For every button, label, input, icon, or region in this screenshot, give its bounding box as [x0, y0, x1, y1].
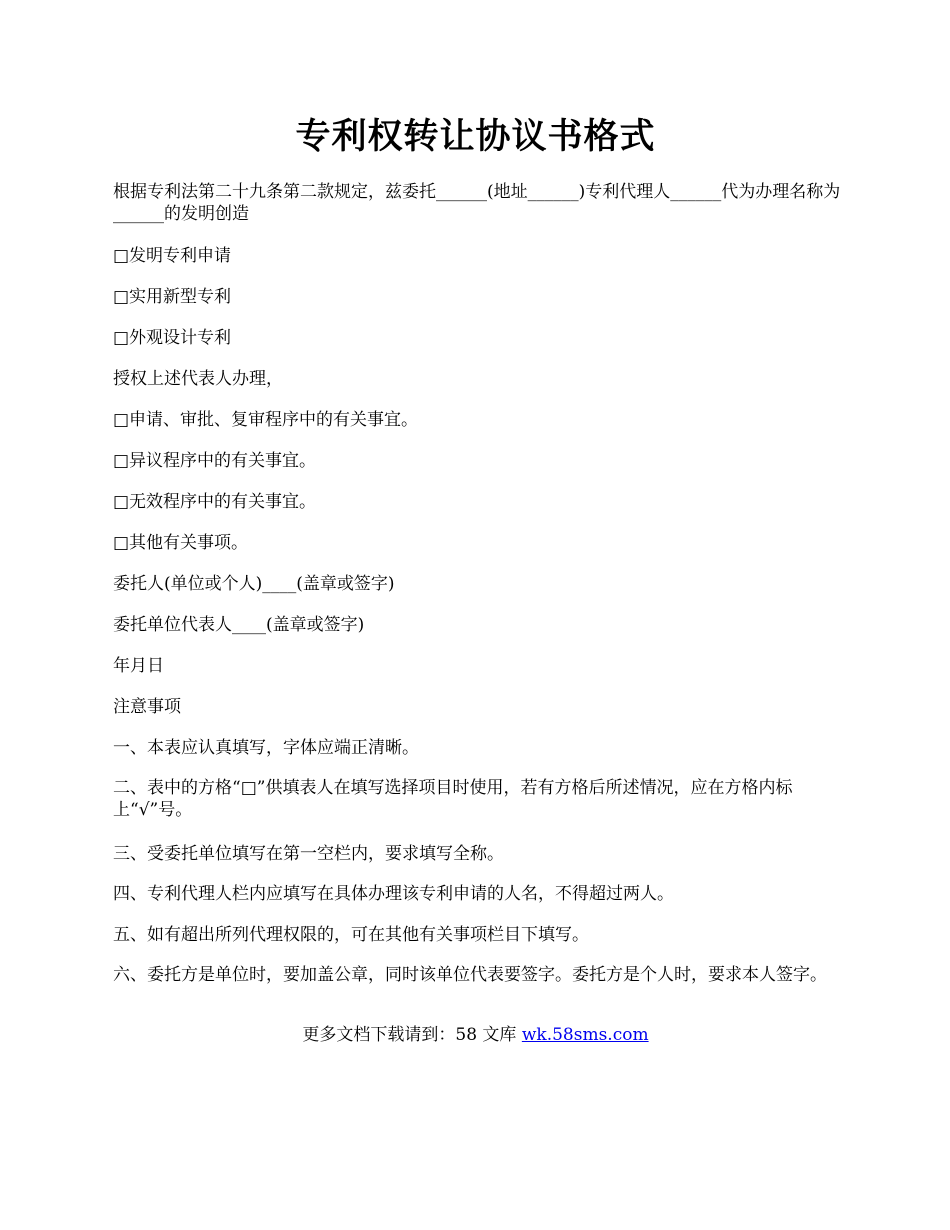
note-item: 四、专利代理人栏内应填写在具体办理该专利申请的人名，不得超过两人。 — [113, 884, 674, 904]
note-item: 六、委托方是单位时，要加盖公章，同时该单位代表要签字。委托方是个人时，要求本人签字。 — [113, 965, 827, 985]
option-invention: □发明专利申请 — [113, 246, 232, 266]
note-item: 一、本表应认真填写，字体应端正清晰。 — [113, 738, 419, 758]
option-design: □外观设计专利 — [113, 328, 232, 348]
footer-link[interactable]: wk.58sms.com — [521, 1025, 649, 1045]
footer-text: 更多文档下载请到：58 文库 — [302, 1025, 522, 1045]
intro-paragraph: 根据专利法第二十九条第二款规定，兹委托______(地址______)专利代理人______代为办理名称为______的发明创造 — [113, 182, 841, 224]
representative-line: 委托单位代表人____(盖章或签字) — [113, 615, 365, 635]
note-item: 二、表中的方格“□”供填表人在填写选择项目时使用，若有方格后所述情况，应在方格内标上“√”号。 — [113, 778, 793, 820]
note-item: 五、如有超出所列代理权限的，可在其他有关事项栏目下填写。 — [113, 925, 589, 945]
matter-opposition: □异议程序中的有关事宜。 — [113, 451, 317, 471]
document-title: 专利权转让协议书格式 — [295, 116, 656, 157]
notes-heading: 注意事项 — [113, 697, 181, 717]
matter-other: □其他有关事项。 — [113, 533, 249, 553]
matter-application: □申请、审批、复审程序中的有关事宜。 — [113, 410, 419, 430]
note-item: 三、受委托单位填写在第一空栏内，要求填写全称。 — [113, 844, 504, 864]
authorize-text: 授权上述代表人办理， — [113, 369, 283, 389]
option-utility-model: □实用新型专利 — [113, 287, 232, 307]
date-line: 年月日 — [113, 656, 164, 676]
matter-invalidation: □无效程序中的有关事宜。 — [113, 492, 317, 512]
footer — [113, 1024, 838, 1046]
principal-line: 委托人(单位或个人)____(盖章或签字) — [113, 574, 395, 594]
